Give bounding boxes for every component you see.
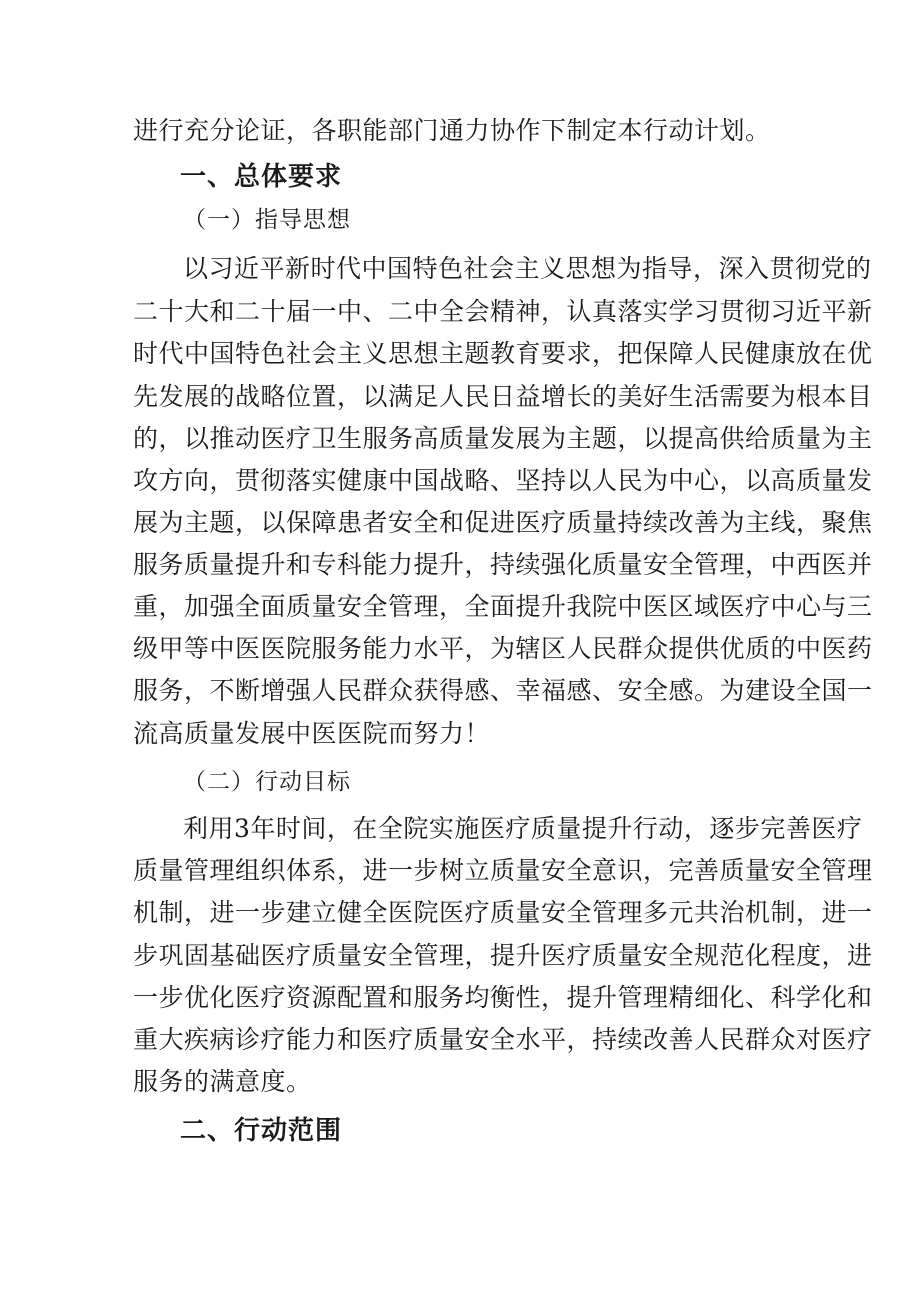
paragraph-line: 重，加强全面质量安全管理，全面提升我院中医区域医疗中心与三	[133, 592, 873, 621]
paragraph-line: 展为主题，以保障患者安全和促进医疗质量持续改善为主线，聚焦	[133, 508, 873, 537]
paragraph-line: 服务，不断增强人民群众获得感、幸福感、安全感。为建设全国一	[133, 676, 873, 705]
paragraph-line: 先发展的战略位置，以满足人民日益增长的美好生活需要为根本目	[133, 382, 873, 411]
paragraph-line: 时代中国特色社会主义思想主题教育要求，把保障人民健康放在优	[133, 339, 873, 368]
paragraph-line: 步巩固基础医疗质量安全管理，提升医疗质量安全规范化程度，进	[133, 941, 873, 970]
paragraph-line: 重大疾病诊疗能力和医疗质量安全水平，持续改善人民群众对医疗	[133, 1025, 873, 1054]
paragraph-line: 攻方向，贯彻落实健康中国战略、坚持以人民为中心，以高质量发	[133, 466, 873, 495]
paragraph-line: 一步优化医疗资源配置和服务均衡性，提升管理精细化、科学化和	[133, 983, 873, 1012]
paragraph-line: 以习近平新时代中国特色社会主义思想为指导，深入贯彻党的	[183, 254, 872, 283]
paragraph-line: 级甲等中医医院服务能力水平，为辖区人民群众提供优质的中医药	[133, 634, 873, 663]
paragraph-line: 质量管理组织体系，进一步树立质量安全意识，完善质量安全管理	[133, 856, 873, 885]
paragraph-line: 服务的满意度。	[133, 1067, 312, 1096]
paragraph-line: 利用3年时间，在全院实施医疗质量提升行动，逐步完善医疗	[183, 814, 863, 843]
section-heading-action-scope: 二、行动范围	[180, 1116, 343, 1146]
paragraph-line: 的，以推动医疗卫生服务高质量发展为主题，以提高供给质量为主	[133, 424, 873, 453]
paragraph-line: 二十大和二十届一中、二中全会精神，认真落实学习贯彻习近平新	[133, 297, 873, 326]
paragraph-line: 服务质量提升和专科能力提升，持续强化质量安全管理，中西医并	[133, 550, 873, 579]
subsection-heading-action-goals: （二）行动目标	[183, 769, 351, 795]
paragraph-line: 流高质量发展中医医院而努力！	[133, 719, 491, 748]
section-heading-overall-requirements: 一、总体要求	[180, 162, 343, 192]
paragraph-line: 机制，进一步建立健全医院医疗质量安全管理多元共治机制，进一	[133, 898, 873, 927]
subsection-heading-guiding-ideology: （一）指导思想	[183, 207, 351, 233]
intro-line: 进行充分论证，各职能部门通力协作下制定本行动计划。	[133, 116, 771, 145]
